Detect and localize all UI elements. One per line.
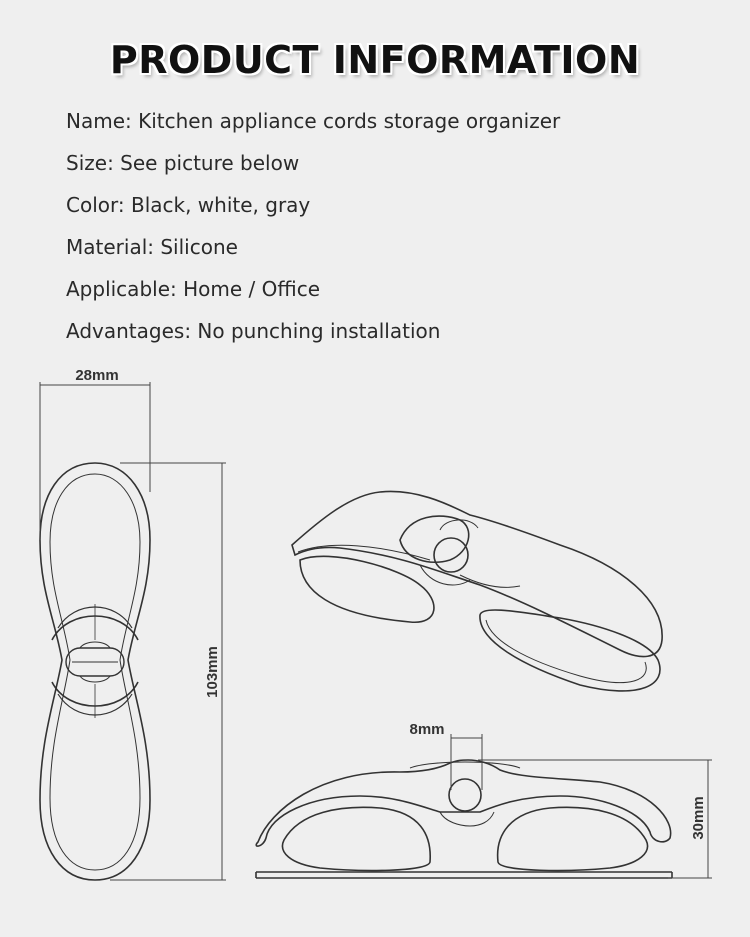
info-row-color: Color: Black, white, gray: [66, 193, 311, 217]
top-view-drawing: [40, 463, 150, 880]
perspective-view-drawing: [292, 491, 662, 691]
info-row-material: Material: Silicone: [66, 235, 238, 259]
info-row-applicable: Applicable: Home / Office: [66, 277, 321, 301]
dim-width-label: 28mm: [75, 367, 119, 384]
dim-height-label: 30mm: [690, 796, 707, 840]
info-row-size: Size: See picture below: [66, 151, 300, 175]
side-view-drawing: [256, 760, 672, 878]
info-row-name: Name: Kitchen appliance cords storage organizer: [66, 109, 561, 133]
dim-length-label: 103mm: [204, 646, 221, 698]
info-row-advantages: Advantages: No punching installation: [66, 319, 441, 343]
dim-gap-label: 8mm: [409, 721, 445, 738]
page-title: PRODUCT INFORMATION: [109, 38, 641, 82]
